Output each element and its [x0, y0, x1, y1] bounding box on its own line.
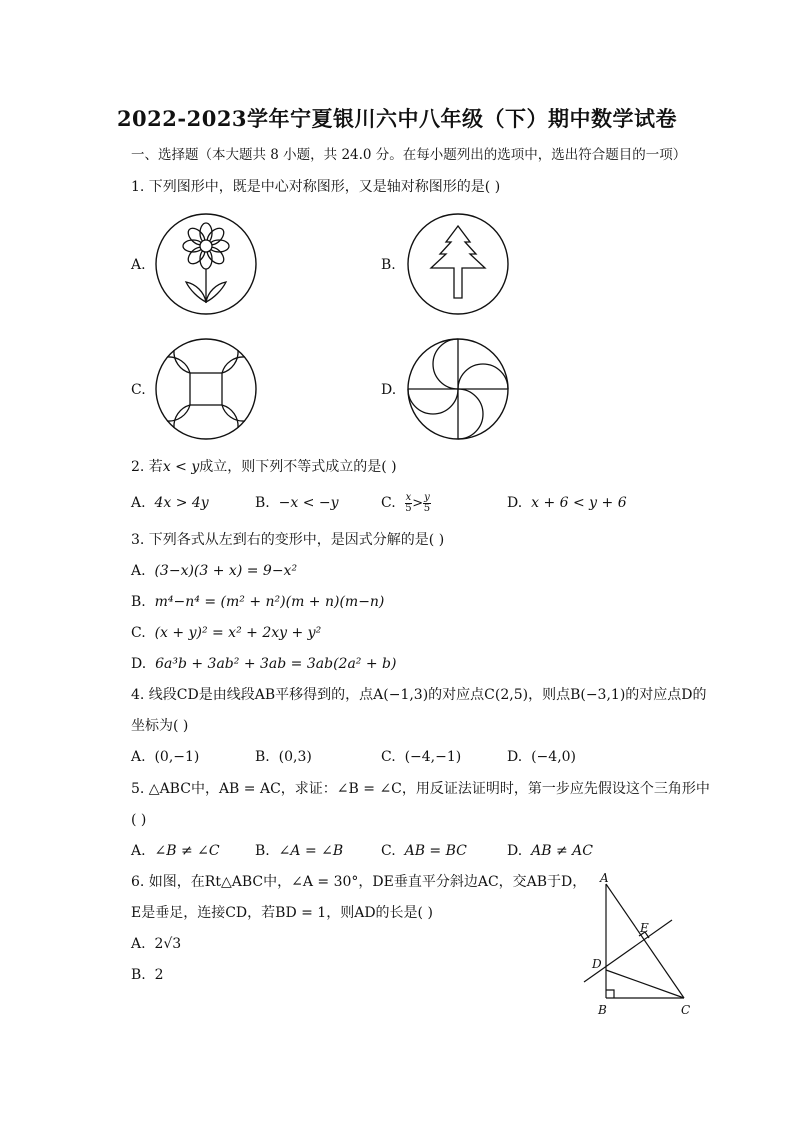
q1-option-a-label: A.: [131, 257, 146, 273]
question-6-stem-line1: 6. 如图，在Rt△ABC中，∠A = 30°，DE垂直平分斜边AC，交AB于D，: [131, 874, 587, 890]
q3-option-b-text: m⁴−n⁴ = (m² + n²)(m + n)(m−n): [154, 594, 385, 610]
question-6-stem-line2: E是垂足，连接CD，若BD = 1，则AD的长是( ): [131, 905, 433, 921]
q2-option-d-label: D.: [507, 495, 523, 511]
q5-option-b-text: ∠A = ∠B: [278, 843, 344, 859]
q4-option-a: [131, 748, 199, 766]
line-de: [584, 920, 672, 982]
q5-option-c: [381, 842, 467, 860]
question-4-stem-line1: 4. 线段CD是由线段AB平移得到的，点A(−1,3)的对应点C(2,5)，则点B(−3,1)的对应点D的: [131, 687, 707, 703]
vertex-label-a: A: [600, 871, 609, 885]
q2-option-b: [255, 494, 339, 512]
q2-option-c-label: C.: [381, 495, 396, 511]
q3-option-a: [131, 562, 297, 580]
segment-ac: [606, 884, 684, 998]
q2-option-a-text: 4x > 4y: [154, 495, 209, 511]
q4-option-a-label: A.: [131, 749, 146, 765]
q3-option-d-text: 6a³b + 3ab² + 3ab = 3ab(2a² + b): [155, 656, 397, 672]
q3-option-a-text: (3−x)(3 + x) = 9−x²: [154, 563, 298, 579]
q4-option-c: [381, 748, 461, 766]
vertex-label-c: C: [681, 1003, 691, 1017]
q3-option-d: [131, 655, 396, 673]
q2-stem-prefix: 2. 若: [131, 459, 163, 475]
vertex-label-e: E: [640, 921, 649, 935]
q6-triangle-figure: [578, 870, 698, 1022]
q4-option-c-text: (−4,−1): [404, 749, 462, 765]
q4-option-d-text: (−4,0): [531, 749, 577, 765]
question-5-stem-line2: ( ): [131, 812, 147, 828]
q1-option-c-figure-square-arcs: [154, 337, 258, 441]
section-heading: 一、选择题（本大题共 8 小题，共 24.0 分。在每小题列出的选项中，选出符合题目的一项）: [131, 147, 687, 163]
q4-option-b-label: B.: [255, 749, 270, 765]
q2-option-c: [381, 490, 431, 517]
segment-cd: [606, 970, 684, 998]
q1-option-a-figure-flower: [154, 212, 258, 316]
q3-option-b-label: B.: [131, 594, 146, 610]
q5-option-b: [255, 842, 343, 860]
q6-option-a-label: A.: [131, 936, 146, 952]
q2-option-d-text: x + 6 < y + 6: [531, 495, 627, 511]
q5-option-d: [507, 842, 593, 860]
vertex-label-d: D: [592, 957, 602, 971]
q5-option-c-text: AB = BC: [404, 843, 467, 859]
q6-option-b: [131, 966, 164, 984]
question-4-stem-line2: 坐标为( ): [131, 718, 189, 734]
q3-option-c: [131, 624, 321, 642]
q4-option-b: [255, 748, 312, 766]
q2-option-b-text: −x < −y: [278, 495, 339, 511]
question-5-stem-line1: 5. △ABC中，AB = AC，求证：∠B = ∠C，用反证法证明时，第一步应先假设这个三角形中: [131, 781, 710, 797]
q4-option-a-text: (0,−1): [154, 749, 200, 765]
q5-option-a: [131, 842, 220, 860]
q6-option-a-text: 2√3: [154, 936, 182, 952]
q2-stem-suffix: 成立，则下列不等式成立的是( ): [199, 459, 397, 475]
q3-option-a-label: A.: [131, 563, 146, 579]
q2-option-a-label: A.: [131, 495, 146, 511]
q2-option-d: [507, 494, 627, 512]
q1-option-d-figure-pinwheel: [406, 337, 510, 441]
q5-option-a-label: A.: [131, 843, 146, 859]
q5-option-a-text: ∠B ≠ ∠C: [154, 843, 220, 859]
q5-option-d-label: D.: [507, 843, 523, 859]
q5-option-d-text: AB ≠ AC: [531, 843, 593, 859]
question-2-stem: [131, 458, 397, 476]
q5-option-b-label: B.: [255, 843, 270, 859]
q3-option-b: [131, 593, 384, 611]
q1-option-d-label: D.: [381, 382, 397, 398]
q2-option-c-fraction-left: $\frac{x}{5}$: [405, 491, 412, 514]
question-3-stem: 3. 下列各式从左到右的变形中，是因式分解的是( ): [131, 532, 445, 548]
question-1-stem: 1. 下列图形中，既是中心对称图形，又是轴对称图形的是( ): [131, 179, 501, 195]
q2-option-a: [131, 494, 209, 512]
q3-option-d-label: D.: [131, 656, 147, 672]
q1-option-c-label: C.: [131, 382, 146, 398]
q2-stem-math: x < y: [162, 459, 200, 475]
q2-option-c-fraction-right: $\frac{y}{5}$: [423, 491, 431, 514]
q2-option-b-label: B.: [255, 495, 270, 511]
q5-option-c-label: C.: [381, 843, 396, 859]
q4-option-b-text: (0,3): [278, 749, 312, 765]
q4-option-d-label: D.: [507, 749, 523, 765]
q4-option-c-label: C.: [381, 749, 396, 765]
q4-option-d: [507, 748, 576, 766]
q3-option-c-text: (x + y)² = x² + 2xy + y²: [154, 625, 322, 641]
q6-option-a: [131, 935, 181, 953]
q6-option-b-text: 2: [154, 967, 164, 983]
vertex-label-b: B: [598, 1003, 607, 1017]
q1-option-b-label: B.: [381, 257, 396, 273]
page-title: 2022-2023学年宁夏银川六中八年级（下）期中数学试卷: [116, 106, 678, 131]
q6-option-b-label: B.: [131, 967, 146, 983]
right-angle-mark-b: [606, 990, 614, 998]
q1-option-b-figure-tree: [406, 212, 510, 316]
q2-option-c-operator: >: [412, 496, 424, 511]
q3-option-c-label: C.: [131, 625, 146, 641]
